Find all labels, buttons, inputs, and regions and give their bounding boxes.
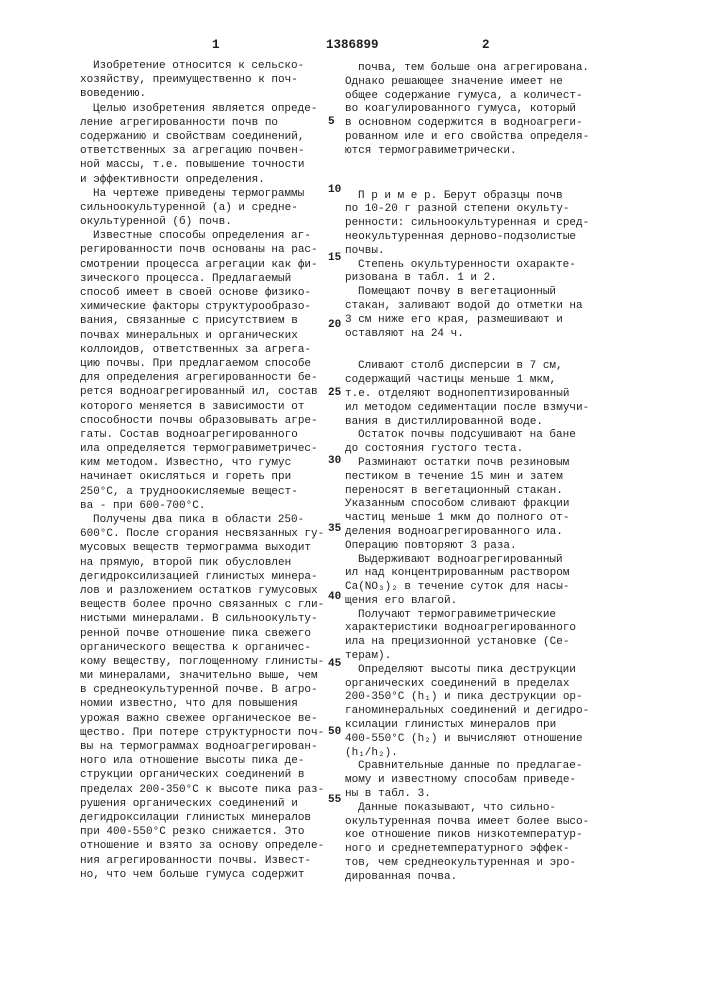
text-line: ны в табл. 3.: [345, 788, 589, 802]
left-page-number: 1: [212, 38, 220, 52]
text-line: ной массы, т.е. повышение точности: [80, 158, 324, 172]
text-line: кому веществу, поглощенному глинисты-: [80, 655, 324, 669]
text-line: пределах 200-350°С к высоте пика раз-: [80, 783, 324, 797]
text-line: Целью изобретения является опреде-: [80, 102, 324, 116]
text-line: органического вещества к органичес-: [80, 641, 324, 655]
text-line: ренности: сильноокультуренная и сред-: [345, 217, 589, 231]
text-line: оставляют на 24 ч.: [345, 328, 589, 342]
text-line: вания, связанные с присутствием в: [80, 314, 324, 328]
text-line: рованном иле и его свойства определя-: [345, 131, 589, 145]
margin-line-number: 50: [328, 726, 341, 738]
text-line: Известные способы определения аг-: [80, 229, 324, 243]
text-line: Разминают остатки почв резиновым: [345, 457, 589, 471]
margin-line-number: 40: [328, 591, 341, 603]
text-line: по 10-20 г разной степени окульту-: [345, 203, 589, 217]
text-line: струкции органических соединений в: [80, 768, 324, 782]
text-line: Получают термогравиметрические: [345, 609, 589, 623]
text-line: ила на прецизионной установке (Се-: [345, 636, 589, 650]
patent-number: 1386899: [326, 38, 379, 52]
text-line: Ca(NO₃)₂ в течение суток для насы-: [345, 581, 589, 595]
text-line: до состояния густого теста.: [345, 443, 589, 457]
text-line: зического процесса. Предлагаемый: [80, 272, 324, 286]
text-line: во коагулированного гумуса, который: [345, 103, 589, 117]
text-line: почва, тем больше она агрегирована.: [345, 62, 589, 76]
margin-line-number: 10: [328, 184, 341, 196]
text-line: ганоминеральных соединений и дегидро-: [345, 705, 589, 719]
text-line: воведению.: [80, 87, 324, 101]
text-line: содержанию и свойствам соединений,: [80, 130, 324, 144]
text-line: ил методом седиментации после взмучи-: [345, 402, 589, 416]
text-line: органических соединений в пределах: [345, 678, 589, 692]
margin-line-number: 5: [328, 116, 335, 128]
text-line: почвах минеральных и органических: [80, 329, 324, 343]
text-line: щения его влагой.: [345, 595, 589, 609]
left-column: [80, 59, 324, 882]
text-line: хозяйству, преимущественно к поч-: [80, 73, 324, 87]
text-line: 600°С. После сгорания несвязанных гу-: [80, 527, 324, 541]
text-line: деления водноагрегированного ила.: [345, 526, 589, 540]
margin-line-number: 55: [328, 794, 341, 806]
text-line: щество. При потере структурности поч-: [80, 726, 324, 740]
text-line: ренной почве отношение пика свежего: [80, 627, 324, 641]
text-line: дегидроксилации глинистых минералов: [80, 811, 324, 825]
text-line: (h₁/h₂).: [345, 747, 589, 761]
text-line: гаты. Состав водноагрегированного: [80, 428, 324, 442]
margin-line-number: 45: [328, 658, 341, 670]
margin-line-number: 25: [328, 387, 341, 399]
text-line: стакан, заливают водой до отметки на: [345, 300, 589, 314]
text-line: отношение и взято за основу определе-: [80, 839, 324, 853]
text-line: Сравнительные данные по предлагае-: [345, 760, 589, 774]
text-line: переносят в вегетационный стакан.: [345, 485, 589, 499]
text-line: начинает окисляться и гореть при: [80, 470, 324, 484]
text-line: пестиком в течение 15 мин и затем: [345, 471, 589, 485]
text-line: мому и известному способам приведе-: [345, 774, 589, 788]
text-line: на прямую, второй пик обусловлен: [80, 556, 324, 570]
text-line: П р и м е р. Берут образцы почв: [345, 190, 589, 204]
text-line: урожая важно свежее органическое ве-: [80, 712, 324, 726]
text-line: Данные показывают, что сильно-: [345, 802, 589, 816]
text-line: окультуренной (б) почв.: [80, 215, 324, 229]
text-line: дегидроксилизацией глинистых минера-: [80, 570, 324, 584]
text-line: нистыми минералами. В сильноокульту-: [80, 612, 324, 626]
text-line: На чертеже приведены термограммы: [80, 187, 324, 201]
text-line: рушения органических соединений и: [80, 797, 324, 811]
text-line: химические факторы структурообразо-: [80, 300, 324, 314]
text-line: ксилации глинистых минералов при: [345, 719, 589, 733]
text-line: и эффективности определения.: [80, 173, 324, 187]
text-line: терам).: [345, 650, 589, 664]
text-line: сильноокультуренной (а) и средне-: [80, 201, 324, 215]
text-line: 400-550°C (h₂) и вычисляют отношение: [345, 733, 589, 747]
text-line: Остаток почвы подсушивают на бане: [345, 429, 589, 443]
text-line: общее содержание гумуса, а количест-: [345, 90, 589, 104]
text-line: номии известно, что для повышения: [80, 697, 324, 711]
text-line: ила определяется термогравиметричес-: [80, 442, 324, 456]
margin-line-number: 35: [328, 523, 341, 535]
right-page-number: 2: [482, 38, 490, 52]
text-line: мусовых веществ термограмма выходит: [80, 541, 324, 555]
text-line: ва - при 600-700°С.: [80, 499, 324, 513]
text-line: окультуренная почва имеет более высо-: [345, 816, 589, 830]
text-line: способности почвы образовывать агре-: [80, 414, 324, 428]
text-line: Получены два пика в области 250-: [80, 513, 324, 527]
text-line: Определяют высоты пика деструкции: [345, 664, 589, 678]
text-line: ния агрегированности почвы. Извест-: [80, 854, 324, 868]
text-line: ются термогравиметрически.: [345, 145, 589, 159]
right-column: [345, 62, 589, 885]
text-line: ответственных за агрегацию почвен-: [80, 144, 324, 158]
margin-line-number: 15: [328, 252, 341, 264]
text-line: веществ более прочно связанных с гли-: [80, 598, 324, 612]
text-line: вания в дистиллированной воде.: [345, 416, 589, 430]
text-line: содержащий частицы меньше 1 мкм,: [345, 374, 589, 388]
text-line: 3 см ниже его края, размешивают и: [345, 314, 589, 328]
text-line: в основном содержится в водноагреги-: [345, 117, 589, 131]
text-line: цию почвы. При предлагаемом способе: [80, 357, 324, 371]
text-line: 200-350°C (h₁) и пика деструкции ор-: [345, 691, 589, 705]
text-line: 250°С, а трудноокисляемые вещест-: [80, 485, 324, 499]
text-line: Изобретение относится к сельско-: [80, 59, 324, 73]
text-line: ким методом. Известно, что гумус: [80, 456, 324, 470]
text-line: дированная почва.: [345, 871, 589, 885]
text-line: в среднеокультуренной почве. В агро-: [80, 683, 324, 697]
text-line: тов, чем среднеокультуренная и эро-: [345, 857, 589, 871]
text-line: лов и разложением остатков гумусовых: [80, 584, 324, 598]
text-line: ризована в табл. 1 и 2.: [345, 272, 589, 286]
text-line: ного ила отношение высоты пика де-: [80, 754, 324, 768]
margin-line-number: 30: [328, 455, 341, 467]
text-line: которого меняется в зависимости от: [80, 400, 324, 414]
text-line: Помещают почву в вегетационный: [345, 286, 589, 300]
text-line: ми минералами, значительно выше, чем: [80, 669, 324, 683]
text-line: т.е. отделяют воднопептизированный: [345, 388, 589, 402]
text-line: для определения агрегированности бе-: [80, 371, 324, 385]
text-line: вы на термограммах водноагрегирован-: [80, 740, 324, 754]
text-line: смотрении процесса агрегации как фи-: [80, 258, 324, 272]
text-line: но, что чем больше гумуса содержит: [80, 868, 324, 882]
text-line: при 400-550°С резко снижается. Это: [80, 825, 324, 839]
text-line: ление агрегированности почв по: [80, 116, 324, 130]
text-line: неокультуренная дерново-подзолистые: [345, 231, 589, 245]
text-line: способ имеет в своей основе физико-: [80, 286, 324, 300]
text-line: коллоидов, ответственных за агрега-: [80, 343, 324, 357]
text-line: Операцию повторяют 3 раза.: [345, 540, 589, 554]
text-line: Сливают столб дисперсии в 7 см,: [345, 360, 589, 374]
text-line: частиц меньше 1 мкм до полного от-: [345, 512, 589, 526]
text-line: почвы.: [345, 245, 589, 259]
text-line: Степень окультуренности охаракте-: [345, 259, 589, 273]
text-line: Однако решающее значение имеет не: [345, 76, 589, 90]
text-line: регированности почв основаны на рас-: [80, 243, 324, 257]
text-line: Выдерживают водноагрегированный: [345, 554, 589, 568]
text-line: Указанным способом сливают фракции: [345, 498, 589, 512]
text-line: кое отношение пиков низкотемператур-: [345, 829, 589, 843]
text-line: ил над концентрированным раствором: [345, 567, 589, 581]
text-line: характеристики водноагрегированного: [345, 622, 589, 636]
margin-line-number: 20: [328, 319, 341, 331]
text-line: ного и среднетемпературного эффек-: [345, 843, 589, 857]
text-line: рется водноагрегированный ил, состав: [80, 385, 324, 399]
